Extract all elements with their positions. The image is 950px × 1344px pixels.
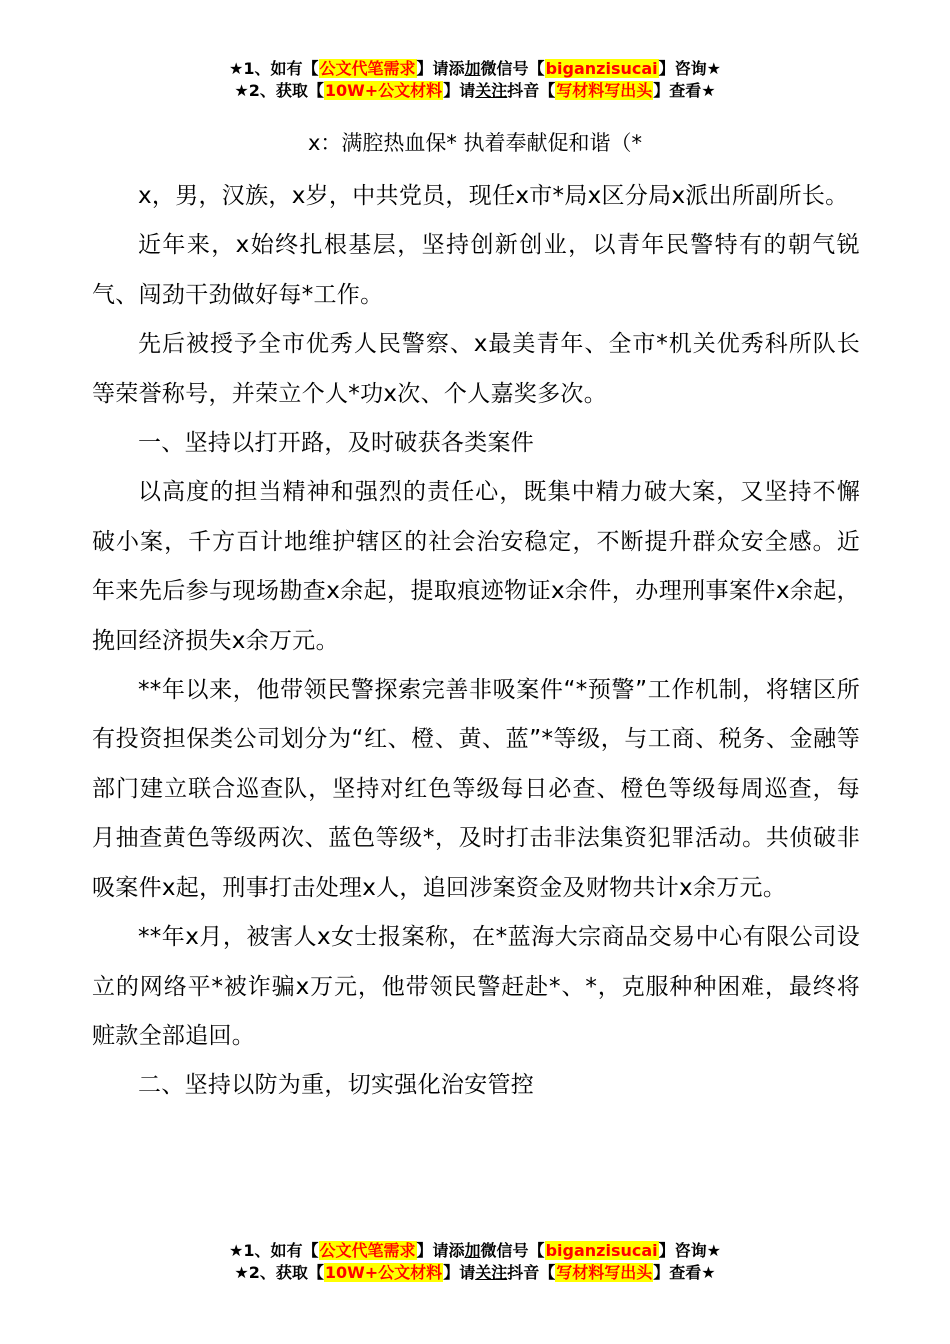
banner-line-2: ★2、获取【10W+公文材料】请关注抖音【写材料写出头】查看★ (234, 81, 716, 100)
paragraph: 近年来，x始终扎根基层，坚持创新创业，以青年民警特有的朝气锐气、闯劲干劲做好每*工作。 (92, 232, 860, 308)
highlight-materials: 10W+公文材料 (324, 1263, 443, 1282)
paragraph: **年以来，他带领民警探索完善非吸案件“*预警”工作机制，将辖区所有投资担保类公司划分为“红、橙、黄、蓝”*等级，与工商、税务、金融等部门建立联合巡查队，坚持对红色等级每日必查、橙色等级每周巡查，每月抽查黄色等级两次、蓝色等级*，及时打击非法集资犯罪活动。共侦破非吸案件x起，刑事打击处理x人，追回涉案资金及财物共计x余万元。 (92, 677, 860, 901)
highlight-service: 公文代笔需求 (319, 59, 416, 78)
footer-banner (0, 1240, 950, 1284)
highlight-service: 公文代笔需求 (319, 1241, 416, 1260)
document-body (92, 172, 860, 1111)
highlight-wechat-id: biganzisucai (545, 59, 658, 78)
header-banner (0, 58, 950, 102)
banner-line-1: ★1、如有【公文代笔需求】请添加微信号【biganzisucai】咨询★ (229, 59, 721, 78)
document-title: x：满腔热血保* 执着奉献促和谐（* (307, 131, 643, 155)
paragraph: **年x月，被害人x女士报案称，在*蓝海大宗商品交易中心有限公司设立的网络平*被诈骗x万元，他带领民警赶赴*、*，克服种种困难，最终将赃款全部追回。 (92, 924, 860, 1049)
section-heading: 二、坚持以防为重，切实强化治安管控 (138, 1072, 535, 1099)
highlight-douyin: 写材料写出头 (556, 81, 653, 100)
highlight-materials: 10W+公文材料 (324, 81, 443, 100)
highlight-douyin: 写材料写出头 (556, 1263, 653, 1282)
paragraph: 以高度的担当精神和强烈的责任心，既集中精力破大案，又坚持不懈破小案，千方百计地维护辖区的社会治安稳定，不断提升群众安全感。近年来先后参与现场勘查x余起，提取痕迹物证x余件，办理刑事案件x余起，挽回经济损失x余万元。 (92, 479, 860, 654)
paragraph: x，男，汉族，x岁，中共党员，现任x市*局x区分局x派出所副所长。 (138, 183, 849, 209)
highlight-wechat-id: biganzisucai (545, 1241, 658, 1260)
banner-line-2: ★2、获取【10W+公文材料】请关注抖音【写材料写出头】查看★ (234, 1263, 716, 1282)
section-heading: 一、坚持以打开路，及时破获各类案件 (138, 430, 535, 457)
banner-line-1: ★1、如有【公文代笔需求】请添加微信号【biganzisucai】咨询★ (229, 1241, 721, 1260)
paragraph: 先后被授予全市优秀人民警察、x最美青年、全市*机关优秀科所队长等荣誉称号，并荣立个人*功x次、个人嘉奖多次。 (92, 331, 860, 407)
